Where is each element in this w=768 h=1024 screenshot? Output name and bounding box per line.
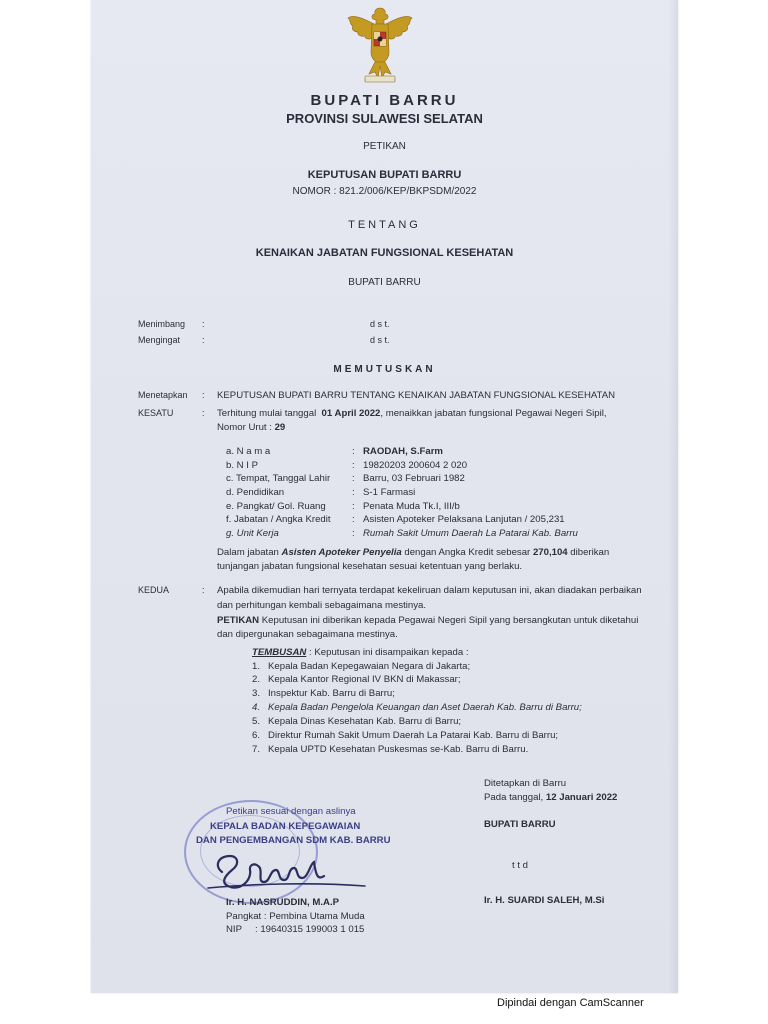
certified-pangkat: Pangkat : Pembina Utama Muda	[226, 911, 365, 922]
list-item: 1. Kepala Badan Kepegawaian Negara di Jakarta;	[252, 661, 471, 672]
detail-colon: :	[352, 473, 355, 484]
detail-label: f. Jabatan / Angka Kredit	[226, 514, 331, 525]
detail-colon: :	[352, 514, 355, 525]
menimbang-colon: :	[202, 319, 205, 329]
menimbang-value: d s t.	[370, 319, 390, 329]
detail-value-ttl: Barru, 03 Februari 1982	[363, 473, 465, 484]
detail-label: a. N a m a	[226, 446, 271, 457]
certified-kepala-line1: KEPALA BADAN KEPEGAWAIAN	[210, 821, 361, 832]
detail-value-pendidikan: S-1 Farmasi	[363, 487, 416, 498]
tembusan-intro: : Keputusan ini disampaikan kepada :	[309, 647, 469, 658]
handwritten-signature	[200, 842, 370, 897]
bupati-heading: BUPATI BARRU	[348, 277, 421, 288]
tanggal-value: 12 Januari 2022	[545, 792, 618, 803]
menetapkan-label: Menetapkan	[138, 390, 188, 400]
kesatu-line2	[217, 420, 285, 435]
detail-label: e. Pangkat/ Gol. Ruang	[226, 501, 326, 512]
signer-title: BUPATI BARRU	[484, 819, 556, 830]
keputusan-heading: KEPUTUSAN BUPATI BARRU	[307, 169, 462, 181]
tembusan-heading	[252, 645, 469, 660]
detail-value-jabatan: Asisten Apoteker Pelaksana Lanjutan / 205,231	[363, 514, 565, 525]
ditetapkan-di: Ditetapkan di Barru	[484, 778, 567, 789]
mengingat-value: d s t.	[370, 335, 390, 345]
kesatu-nomor-urut: 29	[274, 422, 286, 433]
tanggal-pre: Pada tanggal,	[484, 792, 544, 803]
menetapkan-text: KEPUTUSAN BUPATI BARRU TENTANG KENAIKAN JABATAN FUNGSIONAL KESEHATAN	[217, 390, 616, 401]
detail-value-nip: 19820203 200604 2 020	[363, 460, 468, 471]
petikan-heading: PETIKAN	[363, 141, 406, 152]
mengingat-colon: :	[202, 335, 205, 345]
certified-sesuai: Petikan sesuai dengan aslinya	[226, 806, 356, 817]
detail-colon: :	[352, 446, 355, 457]
kedua-line1: Apabila dikemudian hari ternyata terdapat kekeliruan dalam keputusan ini, akan diadakan perbaikan	[217, 585, 642, 596]
garuda-emblem-icon	[345, 2, 415, 86]
menimbang-label: Menimbang	[138, 319, 186, 329]
tembusan-label: TEMBUSAN	[252, 647, 307, 658]
kesatu-date: 01 April 2022	[321, 408, 381, 419]
detail-value-nama: RAODAH, S.Farm	[363, 446, 443, 457]
kesatu-label: KESATU	[138, 408, 174, 418]
detail-colon: :	[352, 460, 355, 471]
detail-label: c. Tempat, Tanggal Lahir	[226, 473, 331, 484]
title-provinsi: PROVINSI SULAWESI SELATAN	[286, 111, 483, 126]
list-item: 5. Kepala Dinas Kesehatan Kab. Barru di Barru;	[252, 716, 462, 727]
detail-value-unit-kerja: Rumah Sakit Umum Daerah La Patarai Kab. Barru	[363, 528, 578, 539]
certified-nip: : 19640315 199003 1 015	[255, 924, 365, 935]
nomor-line: NOMOR : 821.2/006/KEP/BKPSDM/2022	[292, 186, 477, 197]
jabatan-pre: Dalam jabatan	[217, 547, 279, 558]
memutuskan-heading: MEMUTUSKAN	[333, 364, 436, 375]
detail-label: b. N I P	[226, 460, 258, 471]
signer-name: Ir. H. SUARDI SALEH, M.Si	[484, 895, 605, 906]
detail-value-pangkat: Penata Muda Tk.I, III/b	[363, 501, 460, 512]
perihal-heading: KENAIKAN JABATAN FUNGSIONAL KESEHATAN	[255, 247, 514, 259]
jabatan-mid: dengan Angka Kredit sebesar	[404, 547, 531, 558]
tentang-heading: TENTANG	[348, 219, 421, 231]
detail-colon: :	[352, 501, 355, 512]
petikan-text: Keputusan ini diberikan kepada Pegawai Negeri Sipil yang bersangkutan untuk diketahui	[261, 615, 639, 626]
petikan-line2: dan dipergunakan sebagaimana mestinya.	[217, 629, 398, 640]
jabatan-name: Asisten Apoteker Penyelia	[281, 547, 402, 558]
certified-nama: Ir. H. NASRUDDIN, M.A.P	[226, 897, 340, 908]
list-item: 7. Kepala UPTD Kesehatan Puskesmas se-Kab. Barru di Barru.	[252, 744, 529, 755]
petikan-line1	[217, 613, 638, 628]
detail-colon: :	[352, 487, 355, 498]
petikan-word: PETIKAN	[217, 615, 260, 626]
kesatu-line1-pre: Terhitung mulai tanggal	[217, 408, 317, 419]
certified-kepala-line2: DAN PENGEMBANGAN SDM KAB. BARRU	[196, 835, 391, 846]
jabatan-post: diberikan	[570, 547, 610, 558]
jabatan-line2: tunjangan jabatan fungsional kesehatan sesuai ketentuan yang berlaku.	[217, 561, 523, 572]
menetapkan-colon: :	[202, 390, 205, 400]
detail-colon: :	[352, 528, 355, 539]
certified-nip-label: NIP	[226, 924, 242, 935]
detail-label: g. Unit Kerja	[226, 528, 279, 539]
kedua-colon: :	[202, 585, 205, 595]
list-item: 2. Kepala Kantor Regional IV BKN di Makassar;	[252, 674, 461, 685]
kesatu-colon: :	[202, 408, 205, 418]
kedua-line2: dan perhitungan kembali sebagaimana mestinya.	[217, 600, 427, 611]
angka-kredit: 270,104	[532, 547, 568, 558]
tanggal-penetapan	[484, 790, 617, 805]
detail-label: d. Pendidikan	[226, 487, 285, 498]
kesatu-line1-post: , menaikkan jabatan fungsional Pegawai Negeri Sipil,	[380, 408, 607, 419]
ttd-mark: t t d	[512, 860, 528, 871]
kesatu-line2-pre: Nomor Urut :	[217, 422, 272, 433]
jabatan-line1	[217, 545, 609, 560]
mengingat-label: Mengingat	[138, 335, 181, 345]
kedua-label: KEDUA	[138, 585, 170, 595]
list-item: 3. Inspektur Kab. Barru di Barru;	[252, 688, 395, 699]
title-bupati: BUPATI BARRU	[310, 92, 459, 109]
list-item: 6. Direktur Rumah Sakit Umum Daerah La Patarai Kab. Barru di Barru;	[252, 730, 559, 741]
kesatu-line1	[217, 406, 607, 421]
list-item: 4. Kepala Badan Pengelola Keuangan dan Aset Daerah Kab. Barru di Barru;	[252, 702, 582, 713]
camscanner-footer: Dipindai dengan CamScanner	[497, 997, 644, 1009]
